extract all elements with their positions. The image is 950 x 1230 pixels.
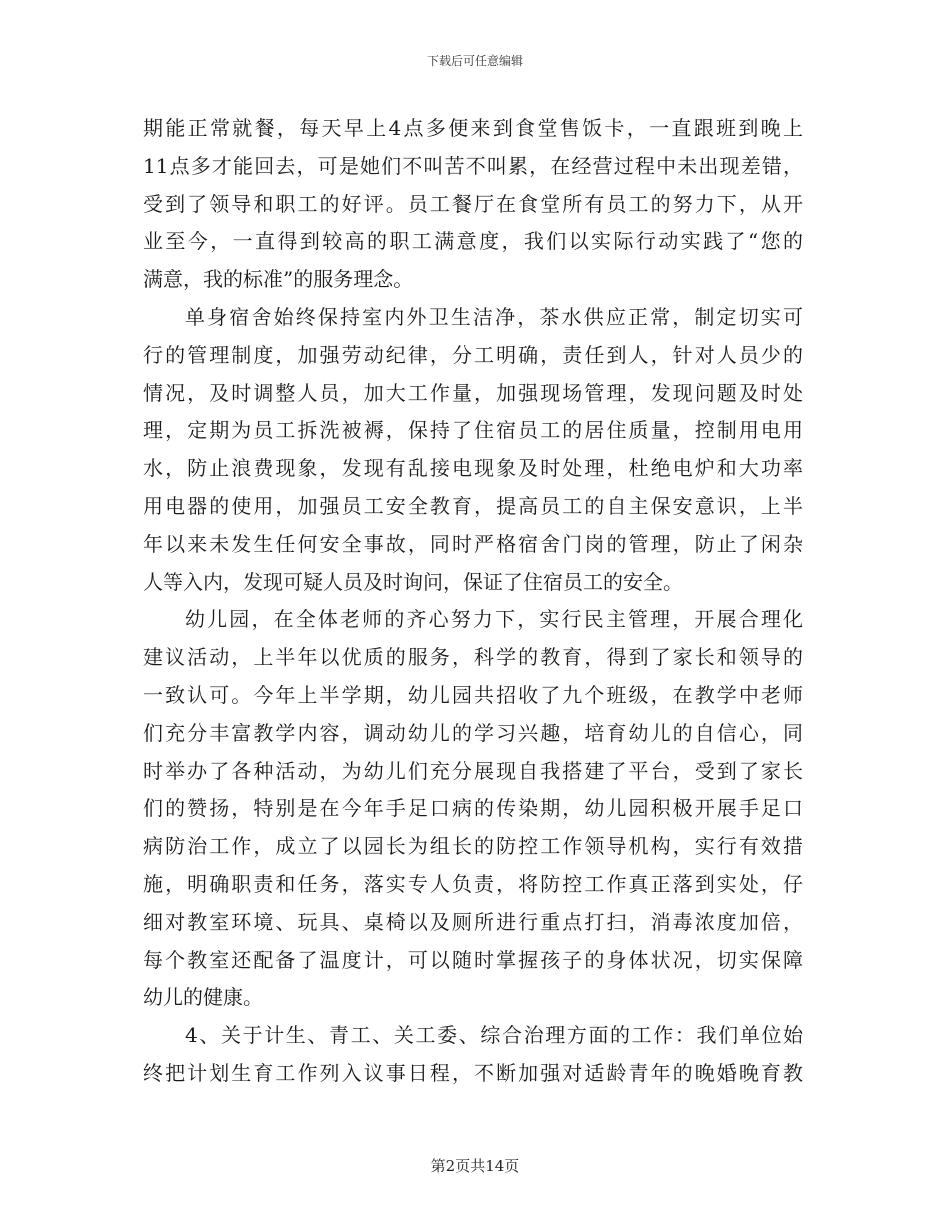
paragraph-line: 细对教室环境、玩具、桌椅以及厕所进行重点打扫，消毒浓度加倍， [143,909,803,934]
paragraph-line: 终把计划生育工作列入议事日程，不断加强对适龄青年的晚婚晚育教 [143,1060,803,1085]
paragraph-line: 期能正常就餐，每天早上4点多便来到食堂售饭卡，一直跟班到晚上 [143,116,803,140]
paragraph-line: 受到了领导和职工的好评。员工餐厅在食堂所有员工的努力下，从开 [143,191,803,216]
paragraph-line: 单身宿舍始终保持室内外卫生洁净，茶水供应正常，制定切实可 [185,304,803,329]
paragraph-line: 幼儿的健康。 [143,985,263,1010]
paragraph-line: 水，防止浪费现象，发现有乱接电现象及时处理，杜绝电炉和大功率 [143,456,803,481]
paragraph-line: 幼儿园，在全体老师的齐心努力下，实行民主管理，开展合理化 [185,607,803,632]
paragraph-line: 4、关于计生、青工、关工委、综合治理方面的工作：我们单位始 [185,1023,803,1048]
document-body [143,110,803,1093]
paragraph-line: 时举办了各种活动，为幼儿们充分展现自我搭建了平台，受到了家长 [143,758,803,783]
paragraph-line: 人等入内，发现可疑人员及时询问，保证了住宿员工的安全。 [143,569,683,594]
paragraph-line: 满意，我的标准”的服务理念。 [143,267,414,292]
paragraph-line: 理，定期为员工拆洗被褥，保持了住宿员工的居住质量，控制用电用 [143,418,803,443]
paragraph-line: 行的管理制度，加强劳动纪律，分工明确，责任到人，针对人员少的 [143,342,803,367]
page-number: 第2页共14页 [430,1157,520,1175]
paragraph-line: 业至今，一直得到较高的职工满意度，我们以实际行动实践了“您的 [143,229,803,254]
page-header-note: 下载后可任意编辑 [426,54,523,68]
paragraph-line: 病防治工作，成立了以园长为组长的防控工作领导机构，实行有效措 [143,834,803,859]
paragraph-line: 们的赞扬，特别是在今年手足口病的传染期，幼儿园积极开展手足口 [143,796,803,821]
paragraph-line: 11点多才能回去，可是她们不叫苦不叫累，在经营过程中未出现差错， [143,153,803,178]
paragraph-line: 每个教室还配备了温度计，可以随时掌握孩子的身体状况，切实保障 [143,947,803,972]
paragraph-line: 用电器的使用，加强员工安全教育，提高员工的自主保安意识，上半 [143,493,803,518]
paragraph-line: 建议活动，上半年以优质的服务，科学的教育，得到了家长和领导的 [143,645,803,670]
paragraph-line: 施，明确职责和任务，落实专人负责，将防控工作真正落到实处，仔 [143,871,803,896]
paragraph-line: 一致认可。今年上半学期，幼儿园共招收了九个班级，在教学中老师 [143,682,803,707]
paragraph-line: 们充分丰富教学内容，调动幼儿的学习兴趣，培育幼儿的自信心，同 [143,720,803,745]
paragraph-line: 年以来未发生任何安全事故，同时严格宿舍门岗的管理，防止了闲杂 [143,531,803,556]
paragraph-line: 情况，及时调整人员，加大工作量，加强现场管理，发现问题及时处 [143,380,803,405]
